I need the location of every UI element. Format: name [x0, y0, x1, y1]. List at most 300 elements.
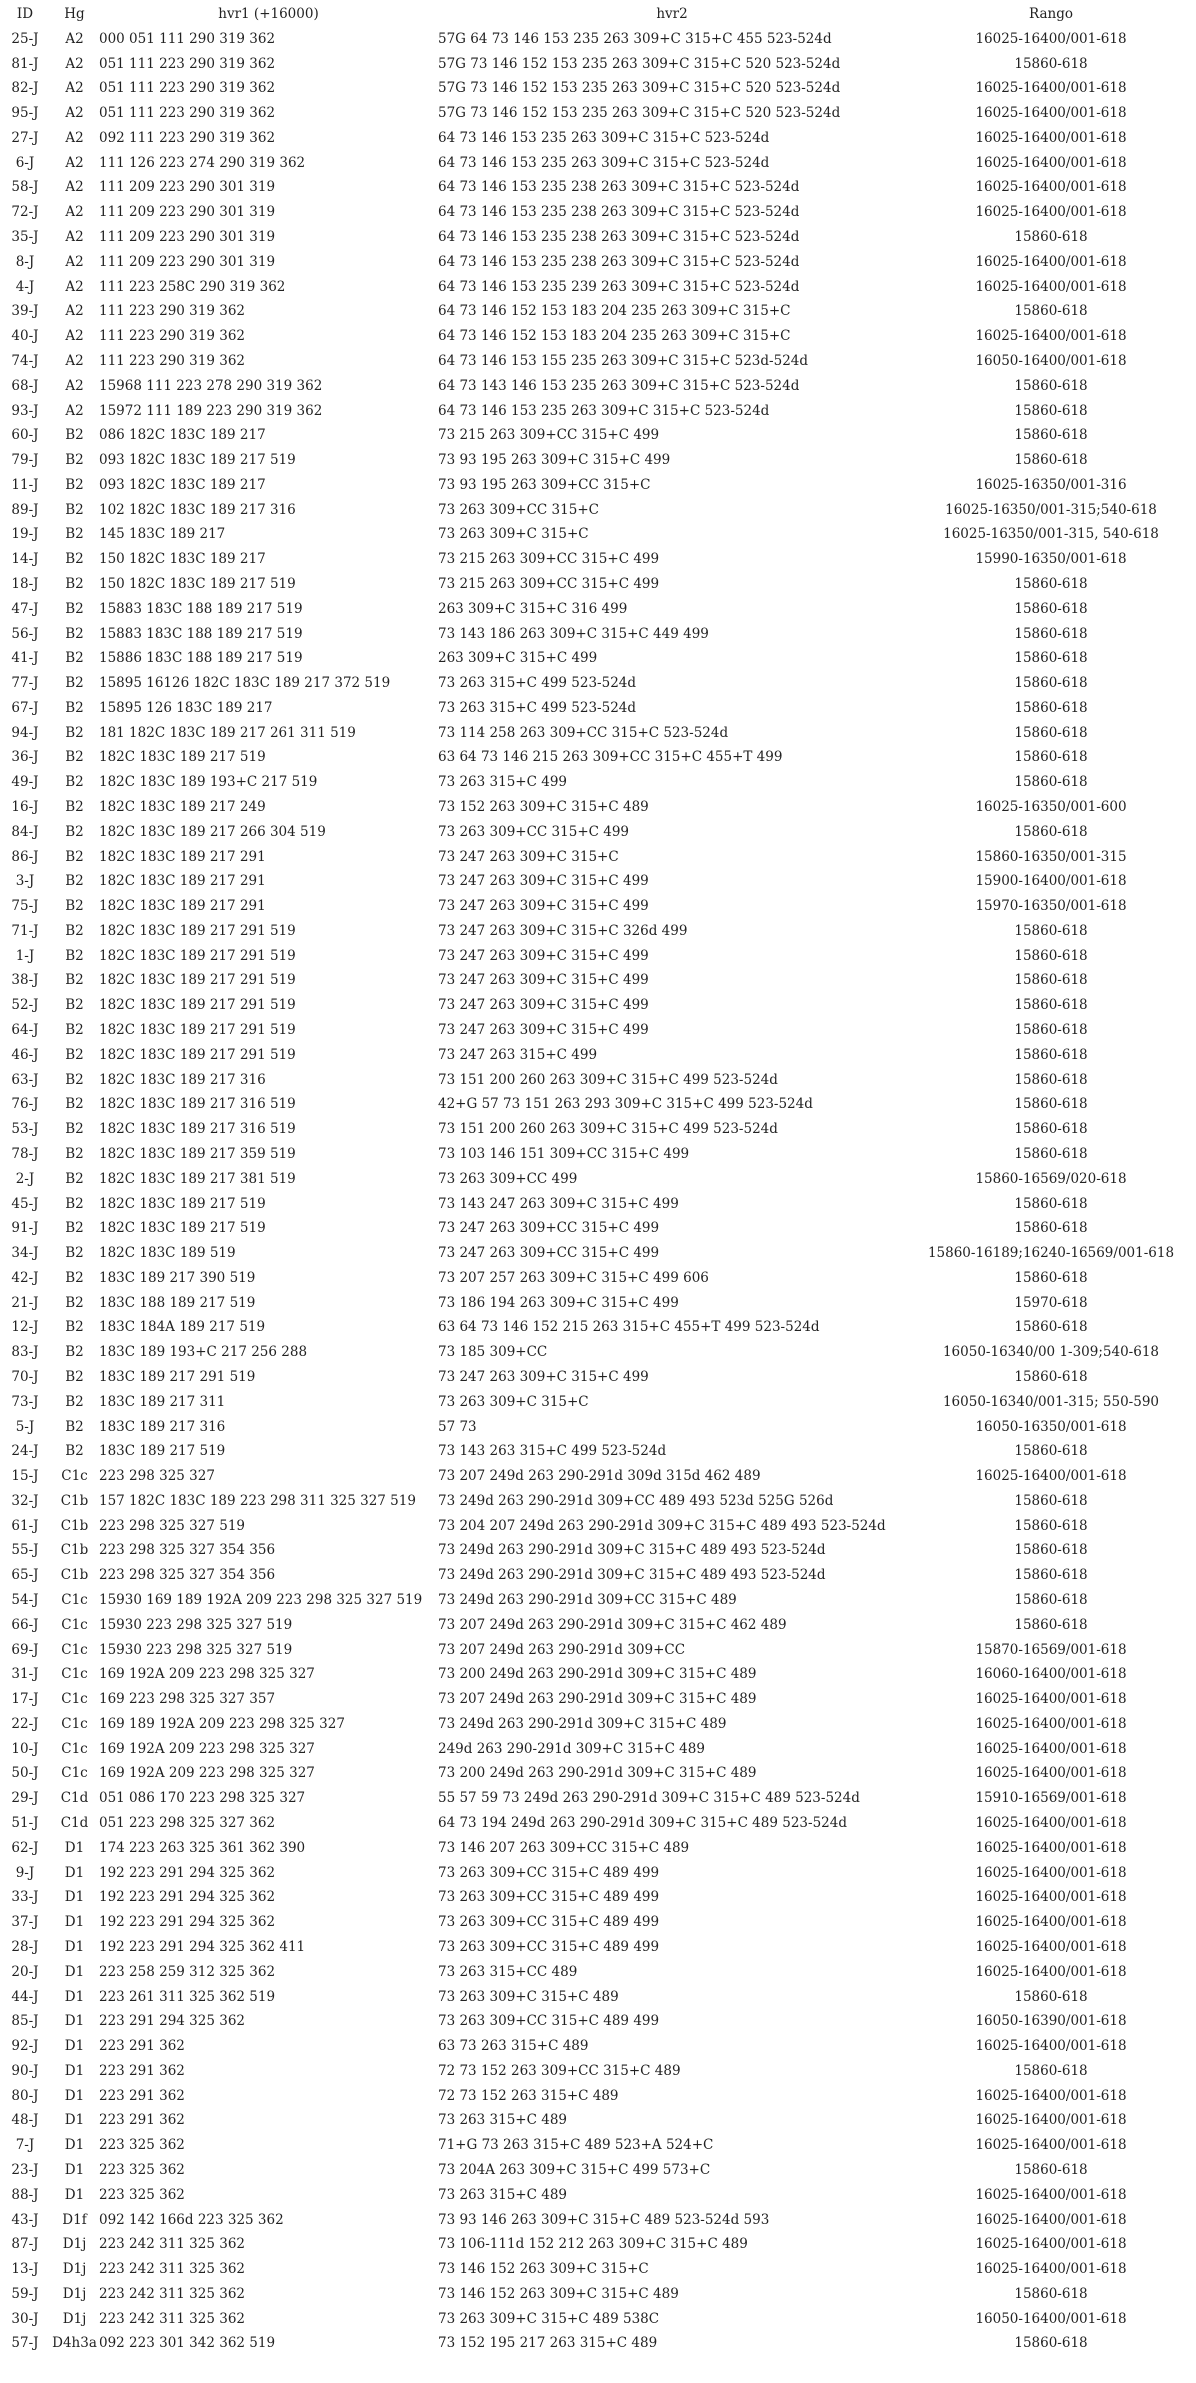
cell-rango: 16025-16350/001-315, 540-618: [943, 526, 1159, 543]
table-row: [0, 770, 1196, 795]
cell-rango: 15860-618: [1014, 2285, 1088, 2302]
table-row: [0, 1464, 1196, 1489]
table-row: [0, 745, 1196, 770]
cell-hvr1: 223 291 362: [99, 2062, 185, 2079]
cell-haplogroup: B2: [65, 1220, 84, 1237]
cell-haplogroup: D1: [64, 2013, 85, 2030]
table-row: [0, 2009, 1196, 2034]
cell-id: 7-J: [15, 2137, 35, 2154]
cell-rango: 16025-16400/001-618: [975, 1815, 1127, 1832]
cell-hvr2: 73 249d 263 290-291d 309+C 315+C 489 493 523-524d: [438, 1542, 826, 1559]
cell-hvr1: 192 223 291 294 325 362: [99, 1889, 276, 1906]
cell-hvr1: 182C 183C 189 217 316 519: [99, 1121, 296, 1138]
cell-hvr2: 73 247 263 309+C 315+C: [438, 848, 619, 865]
cell-hvr1: 169 192A 209 223 298 325 327: [99, 1740, 315, 1757]
cell-haplogroup: D1: [64, 2038, 85, 2055]
cell-id: 5-J: [15, 1418, 35, 1435]
cell-hvr2: 73 263 315+C 499 523-524d: [438, 699, 637, 716]
cell-haplogroup: D1: [64, 1839, 85, 1856]
cell-hvr2: 64 73 146 152 153 183 204 235 263 309+C 315+C: [438, 328, 791, 345]
cell-haplogroup: D1: [64, 1889, 85, 1906]
cell-id: 52-J: [11, 997, 39, 1014]
cell-hvr2: 55 57 59 73 249d 263 290-291d 309+C 315+C 489 523-524d: [438, 1790, 860, 1807]
cell-rango: 15860-618: [1014, 402, 1088, 419]
header-id: ID: [16, 6, 34, 22]
cell-hvr2: 72 73 152 263 315+C 489: [438, 2087, 619, 2104]
table-row: [0, 1885, 1196, 1910]
cell-haplogroup: B2: [65, 1096, 84, 1113]
table-row: [0, 1415, 1196, 1440]
cell-hvr1: 182C 183C 189 217 291 519: [99, 972, 296, 989]
cell-id: 28-J: [11, 1938, 39, 1955]
cell-rango: 16025-16400/001-618: [975, 30, 1127, 47]
table-row: [0, 2059, 1196, 2084]
cell-haplogroup: D1j: [62, 2236, 87, 2253]
cell-hvr2: 64 73 146 153 235 263 309+C 315+C 523-524d: [438, 154, 770, 171]
table-row: [0, 1489, 1196, 1514]
cell-hvr1: 15930 169 189 192A 209 223 298 325 327 519: [99, 1592, 423, 1608]
cell-hvr2: 73 263 309+CC 315+C 489 499: [438, 2013, 660, 2030]
table-row: [0, 1910, 1196, 1935]
cell-id: 30-J: [11, 2310, 39, 2327]
cell-rango: 15860-618: [1014, 675, 1088, 692]
cell-id: 45-J: [11, 1195, 39, 1212]
cell-rango: 15860-618: [1014, 2335, 1088, 2352]
cell-haplogroup: B2: [65, 1319, 84, 1336]
cell-hvr2: 73 200 249d 263 290-291d 309+C 315+C 489: [438, 1666, 757, 1683]
cell-hvr2: 73 204A 263 309+C 315+C 499 573+C: [438, 2161, 711, 2178]
cell-rango: 15860-16350/001-315: [975, 848, 1127, 865]
cell-hvr2: 73 151 200 260 263 309+C 315+C 499 523-524d: [438, 1121, 778, 1138]
cell-id: 66-J: [11, 1616, 39, 1633]
cell-hvr2: 64 73 146 153 235 238 263 309+C 315+C 523-524d: [438, 229, 800, 246]
cell-id: 67-J: [11, 699, 39, 716]
cell-haplogroup: D1: [64, 1988, 85, 2005]
cell-id: 24-J: [11, 1443, 39, 1460]
cell-rango: 15860-16189;16240-16569/001-618: [927, 1245, 1175, 1262]
cell-id: 14-J: [11, 551, 39, 568]
table-row: [0, 894, 1196, 919]
cell-hvr2: 73 207 249d 263 290-291d 309d 315d 462 489: [438, 1468, 761, 1485]
haplotype-table: [0, 2, 1196, 2356]
cell-hvr1: 182C 183C 189 217 316: [99, 1071, 266, 1088]
cell-hvr1: 15895 126 183C 189 217: [99, 699, 273, 716]
table-row: [0, 2084, 1196, 2109]
cell-haplogroup: B2: [65, 452, 84, 469]
cell-id: 32-J: [11, 1492, 39, 1509]
cell-hvr1: 182C 183C 189 217 291 519: [99, 1046, 296, 1063]
cell-hvr1: 15972 111 189 223 290 319 362: [99, 402, 323, 419]
cell-rango: 15860-618: [1014, 774, 1088, 791]
table-row: [0, 944, 1196, 969]
cell-hvr2: 73 93 146 263 309+C 315+C 489 523-524d 593: [438, 2211, 770, 2228]
cell-haplogroup: B2: [65, 1145, 84, 1162]
cell-haplogroup: A2: [65, 229, 84, 246]
cell-hvr1: 182C 183C 189 217 291 519: [99, 922, 296, 939]
cell-hvr1: 183C 184A 189 217 519: [99, 1319, 266, 1336]
cell-haplogroup: A2: [65, 55, 84, 72]
cell-rango: 15860-618: [1014, 427, 1088, 444]
table-row: [0, 1761, 1196, 1786]
cell-hvr2: 73 263 309+C 315+C 489: [438, 1988, 619, 2005]
cell-hvr2: 249d 263 290-291d 309+C 315+C 489: [438, 1740, 705, 1757]
cell-hvr1: 182C 183C 189 217 519: [99, 749, 266, 766]
cell-haplogroup: B2: [65, 650, 84, 667]
cell-haplogroup: A2: [65, 129, 84, 146]
cell-haplogroup: B2: [65, 625, 84, 642]
table-row: [0, 349, 1196, 374]
cell-rango: 15860-618: [1014, 947, 1088, 964]
cell-hvr1: 223 261 311 325 362 519: [99, 1988, 276, 2005]
cell-hvr2: 73 247 263 315+C 499: [438, 1046, 598, 1063]
cell-hvr2: 63 64 73 146 215 263 309+CC 315+C 455+T 499: [438, 749, 783, 766]
cell-hvr2: 73 247 263 309+CC 315+C 499: [438, 1245, 660, 1262]
table-row: [0, 448, 1196, 473]
cell-id: 8-J: [15, 253, 35, 270]
table-row: [0, 101, 1196, 126]
cell-rango: 15860-618: [1014, 997, 1088, 1014]
cell-hvr2: 64 73 146 153 235 263 309+C 315+C 523-524d: [438, 129, 770, 146]
table-row: [0, 1390, 1196, 1415]
table-row: [0, 175, 1196, 200]
cell-haplogroup: C1d: [60, 1815, 89, 1832]
table-row: [0, 498, 1196, 523]
cell-haplogroup: C1b: [60, 1492, 89, 1509]
cell-hvr1: 192 223 291 294 325 362 411: [99, 1938, 306, 1955]
cell-id: 9-J: [15, 1864, 35, 1881]
header-hvr2: hvr2: [656, 6, 688, 22]
cell-id: 43-J: [11, 2211, 39, 2228]
cell-haplogroup: B2: [65, 427, 84, 444]
cell-id: 48-J: [11, 2112, 39, 2129]
cell-hvr1: 150 182C 183C 189 217: [99, 551, 266, 568]
cell-rango: 16025-16350/001-316: [975, 476, 1127, 493]
cell-rango: 15860-618: [1014, 699, 1088, 716]
cell-id: 25-J: [11, 30, 39, 47]
cell-hvr2: 73 93 195 263 309+CC 315+C: [438, 476, 651, 493]
cell-haplogroup: D1: [64, 2161, 85, 2178]
cell-rango: 16050-16400/001-618: [975, 352, 1127, 369]
cell-haplogroup: B2: [65, 600, 84, 617]
cell-hvr2: 73 263 309+CC 315+C 499: [438, 823, 630, 840]
cell-hvr2: 73 200 249d 263 290-291d 309+C 315+C 489: [438, 1765, 757, 1782]
cell-rango: 16025-16350/001-315;540-618: [945, 501, 1157, 518]
cell-hvr2: 64 73 146 153 235 238 263 309+C 315+C 523-524d: [438, 179, 800, 196]
table-row: [0, 547, 1196, 572]
cell-hvr2: 72 73 152 263 309+CC 315+C 489: [438, 2062, 681, 2079]
cell-id: 54-J: [11, 1592, 39, 1608]
cell-hvr2: 73 143 263 315+C 499 523-524d: [438, 1443, 667, 1460]
table-row: [0, 1068, 1196, 1093]
cell-haplogroup: A2: [65, 179, 84, 196]
cell-id: 10-J: [11, 1740, 39, 1757]
table-row: [0, 1613, 1196, 1638]
cell-rango: 15860-618: [1014, 1492, 1088, 1509]
cell-rango: 16050-16340/00 1-309;540-618: [942, 1344, 1160, 1361]
cell-id: 74-J: [11, 352, 39, 369]
cell-id: 86-J: [11, 848, 39, 865]
table-row: [0, 1340, 1196, 1365]
cell-id: 70-J: [11, 1368, 39, 1385]
cell-rango: 15860-618: [1014, 1443, 1088, 1460]
table-row: [0, 299, 1196, 324]
header-rango: Rango: [1029, 6, 1073, 22]
cell-rango: 15860-618: [1014, 452, 1088, 469]
cell-haplogroup: C1b: [60, 1567, 89, 1584]
cell-haplogroup: B2: [65, 1344, 84, 1361]
cell-haplogroup: B2: [65, 1443, 84, 1460]
cell-hvr2: 73 215 263 309+CC 315+C 499: [438, 551, 660, 568]
cell-haplogroup: B2: [65, 1245, 84, 1262]
cell-hvr1: 15895 16126 182C 183C 189 217 372 519: [99, 675, 391, 692]
cell-hvr2: 73 186 194 263 309+C 315+C 499: [438, 1294, 679, 1311]
cell-hvr1: 102 182C 183C 189 217 316: [99, 501, 296, 518]
cell-hvr2: 73 247 263 309+C 315+C 499: [438, 873, 649, 890]
cell-hvr2: 63 73 263 315+C 489: [438, 2038, 589, 2055]
cell-hvr1: 150 182C 183C 189 217 519: [99, 575, 296, 592]
table-row: [0, 1538, 1196, 1563]
cell-rango: 15860-618: [1014, 922, 1088, 939]
table-row: [0, 1192, 1196, 1217]
cell-rango: 16025-16400/001-618: [975, 154, 1127, 171]
table-row: [0, 1712, 1196, 1737]
cell-hvr1: 223 242 311 325 362: [99, 2236, 246, 2253]
cell-rango: 16025-16400/001-618: [975, 1765, 1127, 1782]
cell-haplogroup: D1: [64, 2186, 85, 2203]
cell-hvr2: 64 73 146 152 153 183 204 235 263 309+C 315+C: [438, 303, 791, 320]
cell-hvr2: 73 263 315+CC 489: [438, 1963, 578, 1980]
cell-rango: 15860-618: [1014, 724, 1088, 741]
cell-hvr2: 73 263 309+C 315+C: [438, 1393, 589, 1410]
table-row: [0, 2133, 1196, 2158]
cell-hvr1: 15968 111 223 278 290 319 362: [99, 377, 323, 394]
cell-haplogroup: B2: [65, 526, 84, 543]
cell-haplogroup: B2: [65, 575, 84, 592]
cell-hvr1: 223 291 362: [99, 2112, 185, 2129]
cell-haplogroup: B2: [65, 1294, 84, 1311]
cell-id: 84-J: [11, 823, 39, 840]
table-row: [0, 27, 1196, 52]
cell-hvr2: 73 263 309+CC 499: [438, 1170, 578, 1187]
table-row: [0, 869, 1196, 894]
cell-hvr1: 223 298 325 327 354 356: [99, 1567, 276, 1584]
cell-rango: 16025-16400/001-618: [975, 2211, 1127, 2228]
cell-id: 11-J: [11, 476, 39, 493]
cell-hvr2: 73 204 207 249d 263 290-291d 309+C 315+C 489 493 523-524d: [438, 1517, 886, 1534]
table-row: [0, 2183, 1196, 2208]
cell-rango: 15860-618: [1014, 625, 1088, 642]
cell-id: 91-J: [11, 1220, 39, 1237]
table-row: [0, 52, 1196, 77]
cell-rango: 15860-618: [1014, 823, 1088, 840]
cell-hvr2: 63 64 73 146 152 215 263 315+C 455+T 499 523-524d: [438, 1319, 820, 1336]
cell-id: 35-J: [11, 229, 39, 246]
cell-rango: 16025-16400/001-618: [975, 2261, 1127, 2278]
cell-hvr2: 64 73 146 153 235 238 263 309+C 315+C 523-524d: [438, 253, 800, 270]
cell-haplogroup: D1j: [62, 2261, 87, 2278]
cell-rango: 15860-618: [1014, 1616, 1088, 1633]
table-row: [0, 1836, 1196, 1861]
cell-haplogroup: B2: [65, 898, 84, 915]
table-row: [0, 845, 1196, 870]
table-body: [0, 27, 1196, 2356]
cell-rango: 15860-618: [1014, 1592, 1088, 1608]
cell-hvr2: 73 146 152 263 309+C 315+C 489: [438, 2285, 679, 2302]
cell-rango: 16025-16400/001-618: [975, 278, 1127, 295]
cell-rango: 16025-16350/001-600: [975, 799, 1127, 815]
cell-haplogroup: B2: [65, 774, 84, 791]
cell-rango: 15860-618: [1014, 1567, 1088, 1584]
cell-haplogroup: B2: [65, 1170, 84, 1187]
cell-hvr1: 169 192A 209 223 298 325 327: [99, 1765, 315, 1782]
cell-hvr2: 73 215 263 309+CC 315+C 499: [438, 427, 660, 444]
table-row: [0, 622, 1196, 647]
cell-hvr1: 111 209 223 290 301 319: [99, 253, 276, 270]
cell-hvr2: 57G 73 146 152 153 235 263 309+C 315+C 520 523-524d: [438, 80, 841, 97]
cell-hvr1: 182C 183C 189 217 359 519: [99, 1145, 296, 1162]
cell-rango: 15860-618: [1014, 1096, 1088, 1113]
cell-rango: 16025-16400/001-618: [975, 328, 1127, 345]
cell-rango: 15860-618: [1014, 2161, 1088, 2178]
cell-rango: 16025-16400/001-618: [975, 1691, 1127, 1708]
table-row: [0, 1935, 1196, 1960]
cell-haplogroup: B2: [65, 1046, 84, 1063]
cell-rango: 16050-16400/001-618: [975, 2310, 1127, 2327]
table-row: [0, 1266, 1196, 1291]
cell-id: 50-J: [11, 1765, 39, 1782]
table-row: [0, 374, 1196, 399]
cell-id: 83-J: [11, 1344, 39, 1361]
table-row: [0, 2208, 1196, 2233]
cell-id: 58-J: [11, 179, 39, 196]
cell-hvr2: 263 309+C 315+C 316 499: [438, 600, 628, 617]
cell-hvr2: 73 247 263 309+C 315+C 499: [438, 947, 649, 964]
cell-id: 33-J: [11, 1889, 39, 1906]
cell-haplogroup: A2: [65, 328, 84, 345]
cell-hvr2: 73 263 309+CC 315+C: [438, 501, 599, 518]
cell-hvr2: 73 247 263 309+C 315+C 499: [438, 997, 649, 1014]
cell-hvr2: 73 207 249d 263 290-291d 309+C 315+C 462 489: [438, 1616, 787, 1633]
cell-hvr2: 73 247 263 309+CC 315+C 499: [438, 1220, 660, 1237]
cell-haplogroup: B2: [65, 1368, 84, 1385]
cell-hvr1: 111 126 223 274 290 319 362: [99, 154, 306, 171]
table-row: [0, 1117, 1196, 1142]
cell-hvr1: 051 223 298 325 327 362: [99, 1815, 276, 1832]
cell-hvr2: 64 73 146 153 235 263 309+C 315+C 523-524d: [438, 402, 770, 419]
cell-id: 56-J: [11, 625, 39, 642]
cell-hvr2: 64 73 146 153 155 235 263 309+C 315+C 523d-524d: [438, 352, 809, 369]
header-hvr1: hvr1 (+16000): [218, 6, 319, 22]
cell-rango: 15860-618: [1014, 1319, 1088, 1336]
table-row: [0, 1960, 1196, 1985]
cell-hvr1: 111 209 223 290 301 319: [99, 204, 276, 221]
cell-hvr1: 111 209 223 290 301 319: [99, 229, 276, 246]
table-row: [0, 2282, 1196, 2307]
cell-haplogroup: B2: [65, 1195, 84, 1212]
cell-hvr1: 223 291 362: [99, 2087, 185, 2104]
cell-haplogroup: C1c: [61, 1616, 88, 1633]
cell-id: 93-J: [11, 402, 39, 419]
cell-haplogroup: B2: [65, 1071, 84, 1088]
cell-id: 17-J: [11, 1691, 39, 1708]
table-row: [0, 473, 1196, 498]
table-row: [0, 151, 1196, 176]
cell-rango: 15860-618: [1014, 650, 1088, 667]
cell-hvr2: 57 73: [438, 1418, 477, 1435]
cell-haplogroup: B2: [65, 1022, 84, 1039]
cell-hvr1: 182C 183C 189 217 291: [99, 848, 266, 865]
cell-rango: 15860-618: [1014, 2062, 1088, 2079]
table-row: [0, 1315, 1196, 1340]
cell-hvr2: 42+G 57 73 151 263 293 309+C 315+C 499 523-524d: [438, 1096, 813, 1113]
cell-haplogroup: B2: [65, 1121, 84, 1138]
cell-hvr1: 051 111 223 290 319 362: [99, 105, 276, 122]
cell-rango: 15970-16350/001-618: [975, 898, 1127, 915]
cell-id: 92-J: [11, 2038, 39, 2055]
cell-rango: 16025-16400/001-618: [975, 2236, 1127, 2253]
cell-hvr1: 092 142 166d 223 325 362: [99, 2211, 284, 2228]
cell-hvr1: 223 291 362: [99, 2038, 185, 2055]
cell-hvr2: 73 207 249d 263 290-291d 309+CC: [438, 1641, 686, 1658]
cell-hvr1: 111 223 258C 290 319 362: [99, 278, 286, 295]
cell-id: 1-J: [15, 947, 35, 964]
cell-hvr2: 73 263 315+C 489: [438, 2112, 567, 2129]
cell-id: 44-J: [11, 1988, 39, 2005]
cell-rango: 15870-16569/001-618: [975, 1641, 1127, 1658]
cell-rango: 16025-16400/001-618: [975, 2186, 1127, 2203]
cell-hvr2: 73 247 263 309+C 315+C 499: [438, 898, 649, 915]
cell-hvr1: 223 298 325 327 519: [99, 1517, 246, 1534]
cell-haplogroup: B2: [65, 848, 84, 865]
cell-haplogroup: C1b: [60, 1517, 89, 1534]
cell-id: 95-J: [11, 105, 39, 122]
cell-hvr1: 223 242 311 325 362: [99, 2285, 246, 2302]
cell-id: 57-J: [11, 2335, 39, 2352]
cell-hvr2: 73 152 263 309+C 315+C 489: [438, 799, 649, 815]
cell-rango: 15860-618: [1014, 1368, 1088, 1385]
cell-rango: 16025-16400/001-618: [975, 253, 1127, 270]
cell-hvr1: 192 223 291 294 325 362: [99, 1914, 276, 1931]
cell-id: 78-J: [11, 1145, 39, 1162]
cell-id: 37-J: [11, 1914, 39, 1931]
cell-hvr2: 73 249d 263 290-291d 309+CC 315+C 489: [438, 1592, 737, 1608]
table-row: [0, 1861, 1196, 1886]
cell-rango: 15860-618: [1014, 55, 1088, 72]
cell-hvr2: 57G 73 146 152 153 235 263 309+C 315+C 520 523-524d: [438, 105, 841, 122]
table-row: [0, 1365, 1196, 1390]
cell-id: 85-J: [11, 2013, 39, 2030]
table-row: [0, 1811, 1196, 1836]
cell-hvr2: 73 263 315+C 499 523-524d: [438, 675, 637, 692]
cell-haplogroup: C1c: [61, 1666, 88, 1683]
table-row: [0, 919, 1196, 944]
table-row: [0, 1291, 1196, 1316]
cell-id: 61-J: [11, 1517, 39, 1534]
cell-rango: 16025-16400/001-618: [975, 105, 1127, 122]
cell-haplogroup: C1c: [61, 1468, 88, 1485]
cell-id: 69-J: [11, 1641, 39, 1658]
cell-id: 19-J: [11, 526, 39, 543]
table-row: [0, 1167, 1196, 1192]
header-haplogroup: Hg: [64, 6, 85, 22]
cell-haplogroup: C1c: [61, 1715, 88, 1732]
cell-hvr1: 157 182C 183C 189 223 298 311 325 327 519: [99, 1492, 416, 1509]
table-row: [0, 126, 1196, 151]
table-row: [0, 1241, 1196, 1266]
table-row: [0, 1216, 1196, 1241]
cell-id: 68-J: [11, 377, 39, 394]
table-row: [0, 200, 1196, 225]
